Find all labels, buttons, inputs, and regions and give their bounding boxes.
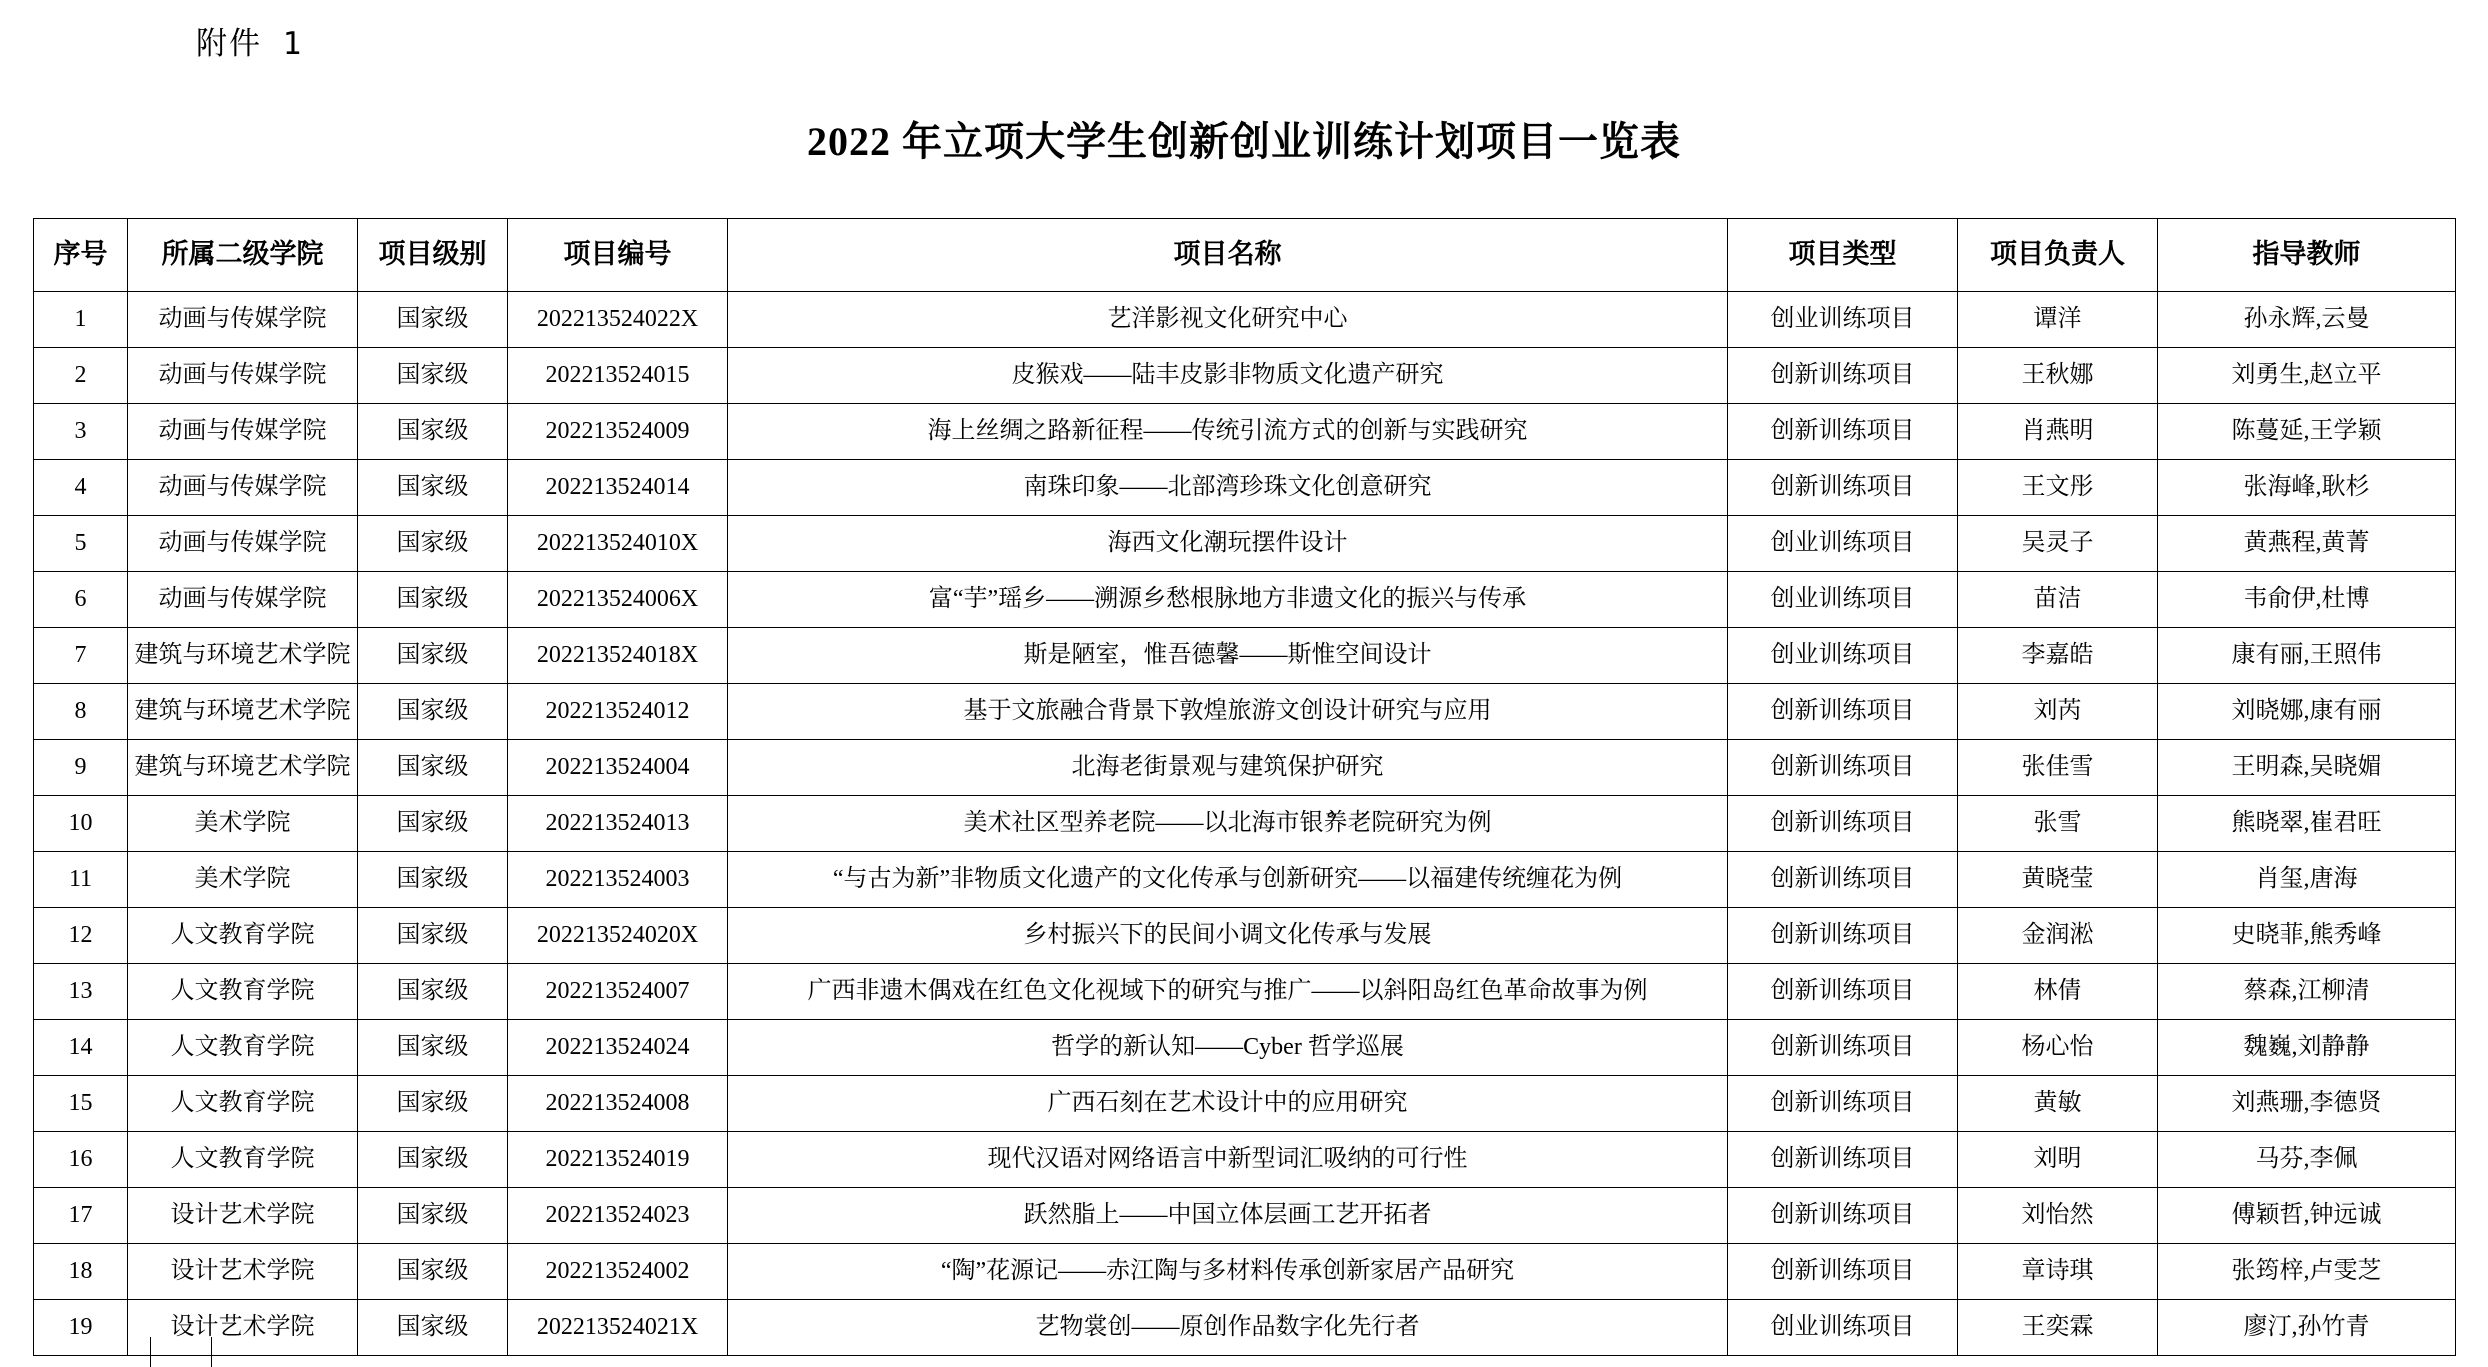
cell-code: 202213524009 (508, 404, 728, 460)
cell-code: 202213524014 (508, 460, 728, 516)
table-row (34, 628, 2456, 684)
cell-teacher: 刘晓娜,康有丽 (2158, 684, 2456, 740)
cell-name: 海上丝绸之路新征程——传统引流方式的创新与实践研究 (728, 404, 1728, 460)
cell-leader: 黄晓莹 (1958, 852, 2158, 908)
column-header-leader: 项目负责人 (1958, 219, 2158, 292)
table-row (34, 348, 2456, 404)
cell-level: 国家级 (358, 964, 508, 1020)
table-row (34, 1300, 2456, 1356)
cell-type: 创新训练项目 (1728, 964, 1958, 1020)
cell-name: 艺洋影视文化研究中心 (728, 292, 1728, 348)
cell-name: 富“芋”瑶乡——溯源乡愁根脉地方非遗文化的振兴与传承 (728, 572, 1728, 628)
table-body (34, 292, 2456, 1356)
cell-level: 国家级 (358, 1188, 508, 1244)
cell-level: 国家级 (358, 292, 508, 348)
cell-college: 设计艺术学院 (128, 1188, 358, 1244)
cell-college: 动画与传媒学院 (128, 572, 358, 628)
cell-code: 202213524021X (508, 1300, 728, 1356)
cell-type: 创新训练项目 (1728, 1132, 1958, 1188)
cell-leader: 王奕霖 (1958, 1300, 2158, 1356)
cell-teacher: 王明森,吴晓媚 (2158, 740, 2456, 796)
cell-college: 人文教育学院 (128, 908, 358, 964)
column-header-name: 项目名称 (728, 219, 1728, 292)
table-row (34, 572, 2456, 628)
cell-teacher: 史晓菲,熊秀峰 (2158, 908, 2456, 964)
cell-type: 创新训练项目 (1728, 740, 1958, 796)
table-row (34, 1076, 2456, 1132)
cell-leader: 吴灵子 (1958, 516, 2158, 572)
cell-level: 国家级 (358, 908, 508, 964)
cell-college: 人文教育学院 (128, 964, 358, 1020)
cell-leader: 章诗琪 (1958, 1244, 2158, 1300)
cell-teacher: 黄燕程,黄菁 (2158, 516, 2456, 572)
cell-seq: 18 (34, 1244, 128, 1300)
table-row (34, 1188, 2456, 1244)
cell-teacher: 熊晓翠,崔君旺 (2158, 796, 2456, 852)
cell-name: 海西文化潮玩摆件设计 (728, 516, 1728, 572)
cell-type: 创新训练项目 (1728, 852, 1958, 908)
cell-code: 202213524012 (508, 684, 728, 740)
cell-seq: 8 (34, 684, 128, 740)
cell-code: 202213524004 (508, 740, 728, 796)
column-header-teacher: 指导教师 (2158, 219, 2456, 292)
cell-teacher: 马芬,李佩 (2158, 1132, 2456, 1188)
cell-teacher: 肖玺,唐海 (2158, 852, 2456, 908)
column-header-code: 项目编号 (508, 219, 728, 292)
cell-leader: 刘明 (1958, 1132, 2158, 1188)
table-row (34, 1244, 2456, 1300)
cell-code: 202213524006X (508, 572, 728, 628)
cell-name: 美术社区型养老院——以北海市银ް养老院研究为例 (728, 796, 1728, 852)
cell-level: 国家级 (358, 404, 508, 460)
cell-type: 创业训练项目 (1728, 572, 1958, 628)
cell-type: 创新训练项目 (1728, 460, 1958, 516)
cell-seq: 4 (34, 460, 128, 516)
cell-name: 哲学的新认知——Cyber 哲学巡展 (728, 1020, 1728, 1076)
cell-type: 创新训练项目 (1728, 684, 1958, 740)
cell-college: 动画与传媒学院 (128, 460, 358, 516)
cell-teacher: 韦俞伊,杜博 (2158, 572, 2456, 628)
cell-college: 人文教育学院 (128, 1132, 358, 1188)
cell-teacher: 魏巍,刘静静 (2158, 1020, 2456, 1076)
cell-level: 国家级 (358, 516, 508, 572)
cell-leader: 张佳雪 (1958, 740, 2158, 796)
cell-type: 创业训练项目 (1728, 292, 1958, 348)
cell-name: 北海老街景观与建筑保护研究 (728, 740, 1728, 796)
cell-teacher: 蔡森,江柳清 (2158, 964, 2456, 1020)
cell-leader: 王秋娜 (1958, 348, 2158, 404)
cell-level: 国家级 (358, 1132, 508, 1188)
cell-code: 202213524024 (508, 1020, 728, 1076)
column-header-type: 项目类型 (1728, 219, 1958, 292)
cell-leader: 金润淞 (1958, 908, 2158, 964)
attachment-label: 附件 1 (196, 26, 304, 62)
cell-level: 国家级 (358, 348, 508, 404)
cell-level: 国家级 (358, 1300, 508, 1356)
cell-code: 202213524007 (508, 964, 728, 1020)
cell-code: 202213524018X (508, 628, 728, 684)
cell-level: 国家级 (358, 1076, 508, 1132)
cell-name: 皮猴戏——陆丰皮影非物质文化遗产研究 (728, 348, 1728, 404)
cell-seq: 13 (34, 964, 128, 1020)
cell-leader: 肖燕明 (1958, 404, 2158, 460)
cell-code: 202213524002 (508, 1244, 728, 1300)
table-row (34, 1132, 2456, 1188)
cell-seq: 7 (34, 628, 128, 684)
cell-seq: 19 (34, 1300, 128, 1356)
cell-name: “陶”花源记——赤江陶与多材料传承创新家居产品研究 (728, 1244, 1728, 1300)
cell-level: 国家级 (358, 572, 508, 628)
cell-type: 创业训练项目 (1728, 628, 1958, 684)
cell-seq: 16 (34, 1132, 128, 1188)
cell-leader: 王文彤 (1958, 460, 2158, 516)
table-row (34, 404, 2456, 460)
cell-leader: 谭洋 (1958, 292, 2158, 348)
cell-leader: 刘怡然 (1958, 1188, 2158, 1244)
cell-seq: 15 (34, 1076, 128, 1132)
table-row (34, 740, 2456, 796)
cell-teacher: 张筠梓,卢雯芝 (2158, 1244, 2456, 1300)
cell-college: 人文教育学院 (128, 1076, 358, 1132)
table-row (34, 516, 2456, 572)
cell-name: 艺物裳创——原创作品数字化先行者 (728, 1300, 1728, 1356)
cell-seq: 2 (34, 348, 128, 404)
cell-code: 202213524023 (508, 1188, 728, 1244)
table-row (34, 1020, 2456, 1076)
cell-name: 广西非遗木偶戏在红色文化视域下的研究与推广——以斜阳岛红色革命故事为例 (728, 964, 1728, 1020)
cell-name: 基于文旅融合背景下敦煌旅游文创设计研究与应用 (728, 684, 1728, 740)
cell-level: 国家级 (358, 852, 508, 908)
table-header (34, 219, 2456, 292)
cell-seq: 3 (34, 404, 128, 460)
table-row (34, 292, 2456, 348)
cell-level: 国家级 (358, 740, 508, 796)
cell-college: 人文教育学院 (128, 1020, 358, 1076)
cell-leader: 张雪 (1958, 796, 2158, 852)
cell-code: 202213524003 (508, 852, 728, 908)
cell-type: 创新训练项目 (1728, 1020, 1958, 1076)
cell-type: 创新训练项目 (1728, 1076, 1958, 1132)
cell-leader: 黄敏 (1958, 1076, 2158, 1132)
cell-level: 国家级 (358, 796, 508, 852)
cell-college: 设计艺术学院 (128, 1244, 358, 1300)
cell-college: 设计艺术学院 (128, 1300, 358, 1356)
cell-type: 创业训练项目 (1728, 516, 1958, 572)
cell-college: 动画与传媒学院 (128, 292, 358, 348)
cell-teacher: 廖汀,孙竹青 (2158, 1300, 2456, 1356)
cell-type: 创新训练项目 (1728, 1188, 1958, 1244)
cell-seq: 12 (34, 908, 128, 964)
cell-college: 建筑与环境艺术学院 (128, 740, 358, 796)
cell-type: 创新训练项目 (1728, 1244, 1958, 1300)
cell-name: 南珠印象——北部湾珍珠文化创意研究 (728, 460, 1728, 516)
cell-teacher: 陈蔓延,王学颖 (2158, 404, 2456, 460)
cell-code: 202213524019 (508, 1132, 728, 1188)
cell-leader: 林倩 (1958, 964, 2158, 1020)
cell-code: 202213524020X (508, 908, 728, 964)
cell-seq: 1 (34, 292, 128, 348)
cell-name: 现代汉语对网络语言中新型词汇吸纳的可行性 (728, 1132, 1728, 1188)
cell-name: 广西石刻在艺术设计中的应用研究 (728, 1076, 1728, 1132)
cell-level: 国家级 (358, 1244, 508, 1300)
table-row (34, 460, 2456, 516)
cell-type: 创新训练项目 (1728, 908, 1958, 964)
cell-teacher: 康有丽,王照伟 (2158, 628, 2456, 684)
column-header-level: 项目级别 (358, 219, 508, 292)
cell-type: 创业训练项目 (1728, 1300, 1958, 1356)
cell-seq: 6 (34, 572, 128, 628)
project-table-container (33, 218, 2455, 1356)
cell-college: 美术学院 (128, 852, 358, 908)
table-row (34, 908, 2456, 964)
cell-level: 国家级 (358, 460, 508, 516)
page-title: 2022 年立项大学生创新创业训练计划项目一览表 (807, 119, 1681, 164)
table-header-row (34, 219, 2456, 292)
cell-code: 202213524013 (508, 796, 728, 852)
cell-college: 动画与传媒学院 (128, 348, 358, 404)
cell-code: 202213524015 (508, 348, 728, 404)
cell-seq: 10 (34, 796, 128, 852)
cell-code: 202213524022X (508, 292, 728, 348)
table-row (34, 796, 2456, 852)
cell-seq: 5 (34, 516, 128, 572)
cell-college: 动画与传媒学院 (128, 516, 358, 572)
cell-level: 国家级 (358, 1020, 508, 1076)
cell-name: 乡村振兴下的民间小调文化传承与发展 (728, 908, 1728, 964)
table-continuation-stub (150, 1337, 212, 1367)
project-table (33, 218, 2456, 1356)
cell-college: 动画与传媒学院 (128, 404, 358, 460)
cell-seq: 9 (34, 740, 128, 796)
cell-seq: 14 (34, 1020, 128, 1076)
cell-teacher: 刘勇生,赵立平 (2158, 348, 2456, 404)
cell-code: 202213524010X (508, 516, 728, 572)
cell-type: 创新训练项目 (1728, 348, 1958, 404)
cell-seq: 17 (34, 1188, 128, 1244)
cell-type: 创新训练项目 (1728, 796, 1958, 852)
cell-college: 建筑与环境艺术学院 (128, 684, 358, 740)
cell-college: 建筑与环境艺术学院 (128, 628, 358, 684)
table-row (34, 852, 2456, 908)
cell-name: 斯是陋室，惟吾德馨——斯惟空间设计 (728, 628, 1728, 684)
cell-name: “与古为新”非物质文化遗产的文化传承与创新研究——以福建传统缠花为例 (728, 852, 1728, 908)
column-header-college: 所属二级学院 (128, 219, 358, 292)
table-row (34, 684, 2456, 740)
cell-code: 202213524008 (508, 1076, 728, 1132)
cell-leader: 刘芮 (1958, 684, 2158, 740)
cell-name: 跃然脂上——中国立体层画工艺开拓者 (728, 1188, 1728, 1244)
column-header-seq: 序号 (34, 219, 128, 292)
cell-leader: 苗洁 (1958, 572, 2158, 628)
cell-level: 国家级 (358, 628, 508, 684)
table-row (34, 964, 2456, 1020)
cell-teacher: 张海峰,耿杉 (2158, 460, 2456, 516)
cell-teacher: 孙永辉,云曼 (2158, 292, 2456, 348)
cell-leader: 李嘉皓 (1958, 628, 2158, 684)
cell-teacher: 傅颖哲,钟远诚 (2158, 1188, 2456, 1244)
cell-type: 创新训练项目 (1728, 404, 1958, 460)
cell-seq: 11 (34, 852, 128, 908)
cell-teacher: 刘燕珊,李德贤 (2158, 1076, 2456, 1132)
cell-level: 国家级 (358, 684, 508, 740)
cell-college: 美术学院 (128, 796, 358, 852)
cell-leader: 杨心怡 (1958, 1020, 2158, 1076)
